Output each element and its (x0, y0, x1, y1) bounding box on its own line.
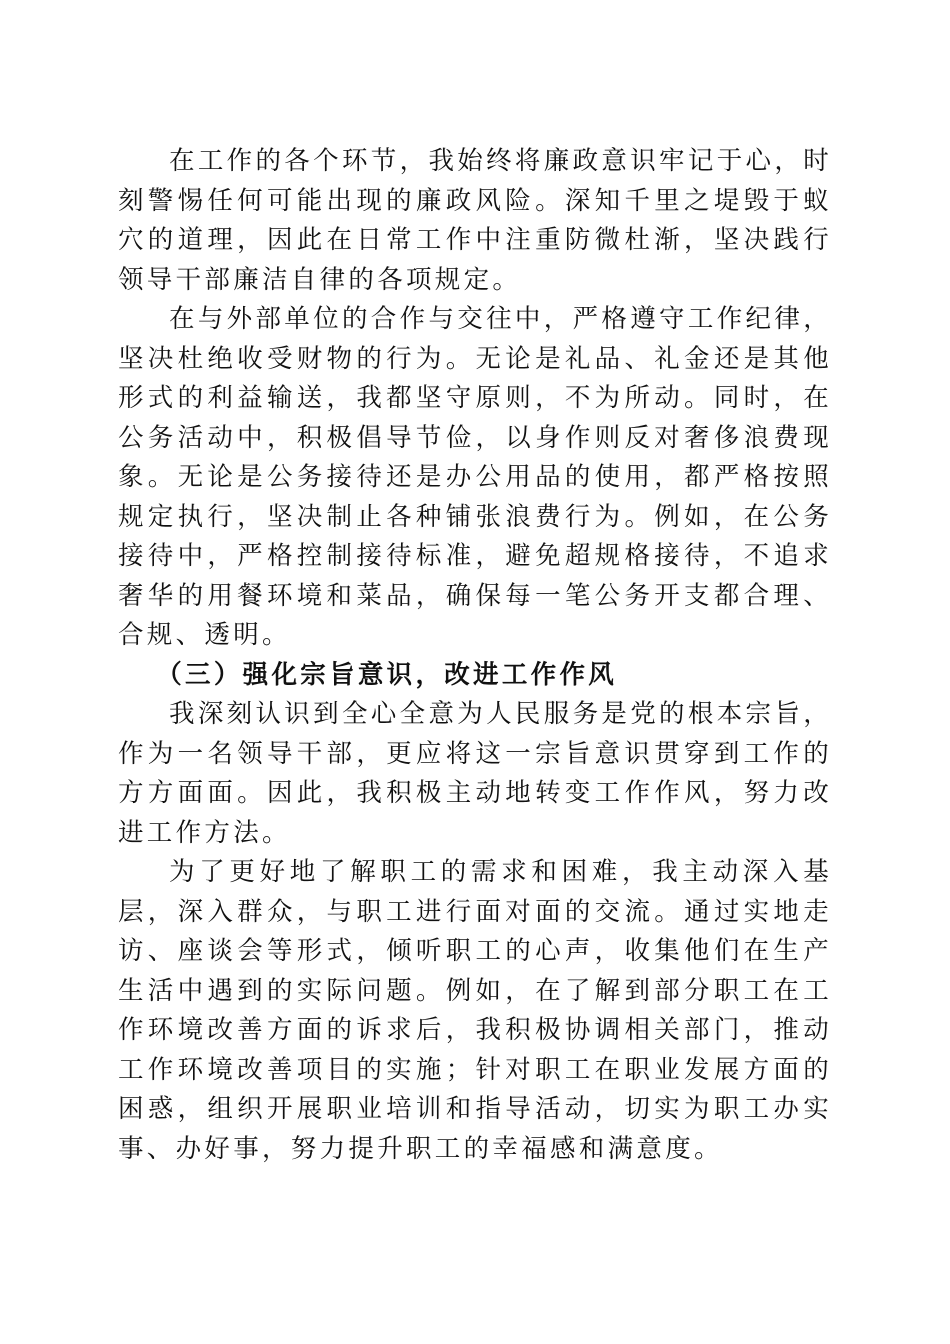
document-page (118, 142, 832, 1169)
paragraph-grassroots-service: 为了更好地了解职工的需求和困难，我主动深入基层，深入群众，与职工进行面对面的交流。通过实地走访、座谈会等形式，倾听职工的心声，收集他们在生产生活中遇到的实际问题。例如，在了解到部分职工在工作环境改善方面的诉求后，我积极协调相关部门，推动工作环境改善项目的实施；针对职工在职业发展方面的困惑，组织开展职业培训和指导活动，切实为职工办实事、办好事，努力提升职工的幸福感和满意度。 (118, 857, 832, 1164)
section-heading: （三）强化宗旨意识，改进工作作风 (156, 659, 618, 690)
paragraph-discipline-frugality: 在与外部单位的合作与交往中，严格遵守工作纪律，坚决杜绝收受财物的行为。无论是礼品、礼金还是其他形式的利益输送，我都坚守原则，不为所动。同时，在公务活动中，积极倡导节俭，以身作则反对奢侈浪费现象。无论是公务接待还是办公用品的使用，都严格按照规定执行，坚决制止各种铺张浪费行为。例如，在公务接待中，严格控制接待标准，避免超规格接待，不追求奢华的用餐环境和菜品，确保每一笔公务开支都合理、合规、透明。 (118, 304, 832, 650)
paragraph-integrity-awareness: 在工作的各个环节，我始终将廉政意识牢记于心，时刻警惕任何可能出现的廉政风险。深知千里之堤毁于蚁穴的道理，因此在日常工作中注重防微杜渐，坚决践行领导干部廉洁自律的各项规定。 (118, 146, 832, 295)
paragraph-purpose-awareness: 我深刻认识到全心全意为人民服务是党的根本宗旨，作为一名领导干部，更应将这一宗旨意识贯穿到工作的方方面面。因此，我积极主动地转变工作作风，努力改进工作方法。 (118, 699, 832, 848)
